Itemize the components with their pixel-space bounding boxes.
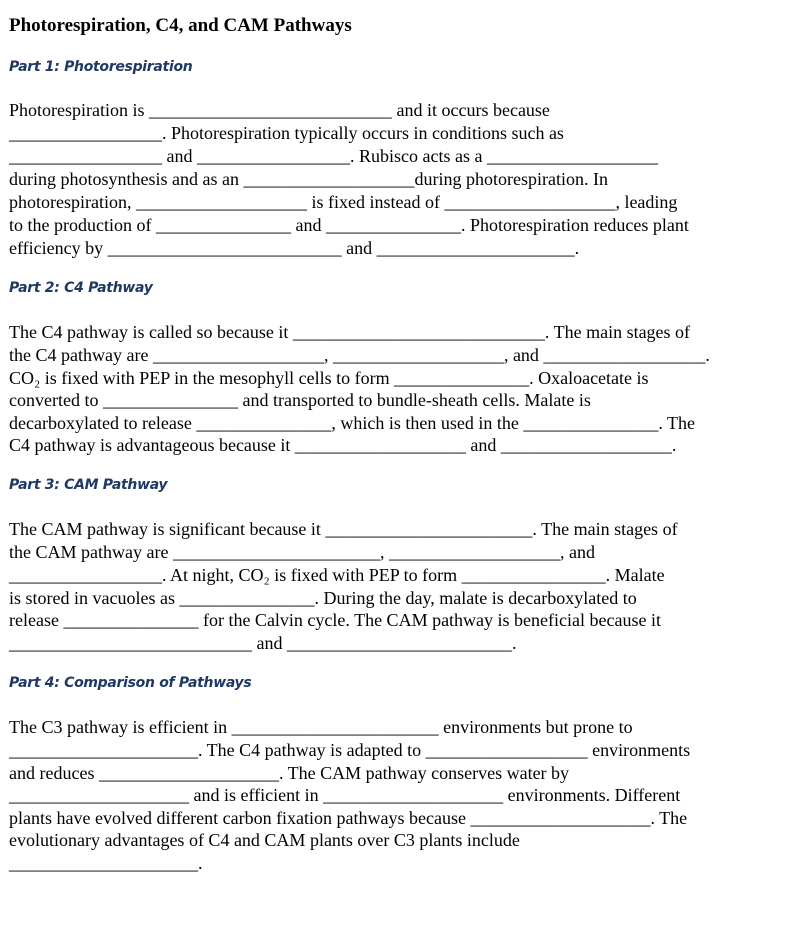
- part4-line-4: ____________________ and is efficient in ____________________ environments. Different: [9, 785, 681, 805]
- part2-line-2: the C4 pathway are ___________________, ___________________, and __________________.: [9, 345, 710, 365]
- part3-line-5: release _______________ for the Calvin cycle. The CAM pathway is beneficial because it: [9, 610, 661, 630]
- part1-line-3: _________________ and _________________. Rubisco acts as a ___________________: [9, 146, 658, 166]
- part2-line-3: CO₂ is fixed with PEP in the mesophyll cells to form _______________. Oxaloacetate is: [9, 368, 649, 388]
- part4-line-5: plants have evolved different carbon fixation pathways because ____________________. The: [9, 808, 688, 828]
- part3-heading: Part 3: CAM Pathway: [9, 477, 168, 493]
- part2-heading: Part 2: C4 Pathway: [9, 280, 153, 296]
- worksheet-title: Photorespiration, C4, and CAM Pathways: [9, 15, 352, 36]
- part2-line-4: converted to _______________ and transported to bundle-sheath cells. Malate is: [9, 390, 591, 410]
- part4-line-2: _____________________. The C4 pathway is adapted to __________________ environments: [9, 740, 691, 760]
- part1-line-2: _________________. Photorespiration typically occurs in conditions such as: [9, 123, 564, 143]
- part3-line-3: _________________. At night, CO₂ is fixed with PEP to form ________________. Malate: [9, 565, 665, 585]
- part1-line-7: efficiency by __________________________ and ______________________.: [9, 238, 580, 258]
- part3-line-1: The CAM pathway is significant because it _______________________. The main stages of: [9, 519, 678, 539]
- part1-heading: Part 1: Photorespiration: [9, 59, 193, 75]
- part2-line-6: C4 pathway is advantageous because it ___________________ and ___________________.: [9, 435, 677, 455]
- part1-line-6: to the production of _______________ and _______________. Photorespiration reduces plant: [9, 215, 689, 235]
- part1-line-5: photorespiration, ___________________ is fixed instead of ___________________, leading: [9, 192, 678, 212]
- part2-line-5: decarboxylated to release _______________, which is then used in the _______________. The: [9, 413, 696, 433]
- part4-line-3: and reduces ____________________. The CAM pathway conserves water by: [9, 763, 570, 783]
- part1-line-1: Photorespiration is ___________________________ and it occurs because: [9, 100, 550, 120]
- part4-line-6: evolutionary advantages of C4 and CAM plants over C3 plants include: [9, 830, 520, 850]
- part3-line-6: ___________________________ and _________________________.: [9, 633, 517, 653]
- part3-line-2: the CAM pathway are _______________________, ___________________, and: [9, 542, 595, 562]
- part4-line-7: _____________________.: [9, 853, 203, 873]
- part4-heading: Part 4: Comparison of Pathways: [9, 675, 252, 691]
- part3-line-4: is stored in vacuoles as _______________. During the day, malate is decarboxylated to: [9, 588, 637, 608]
- part1-line-4: during photosynthesis and as an ___________________during photorespiration. In: [9, 169, 608, 189]
- part4-line-1: The C3 pathway is efficient in _______________________ environments but prone to: [9, 717, 633, 737]
- part2-line-1: The C4 pathway is called so because it ____________________________. The main stages of: [9, 322, 691, 342]
